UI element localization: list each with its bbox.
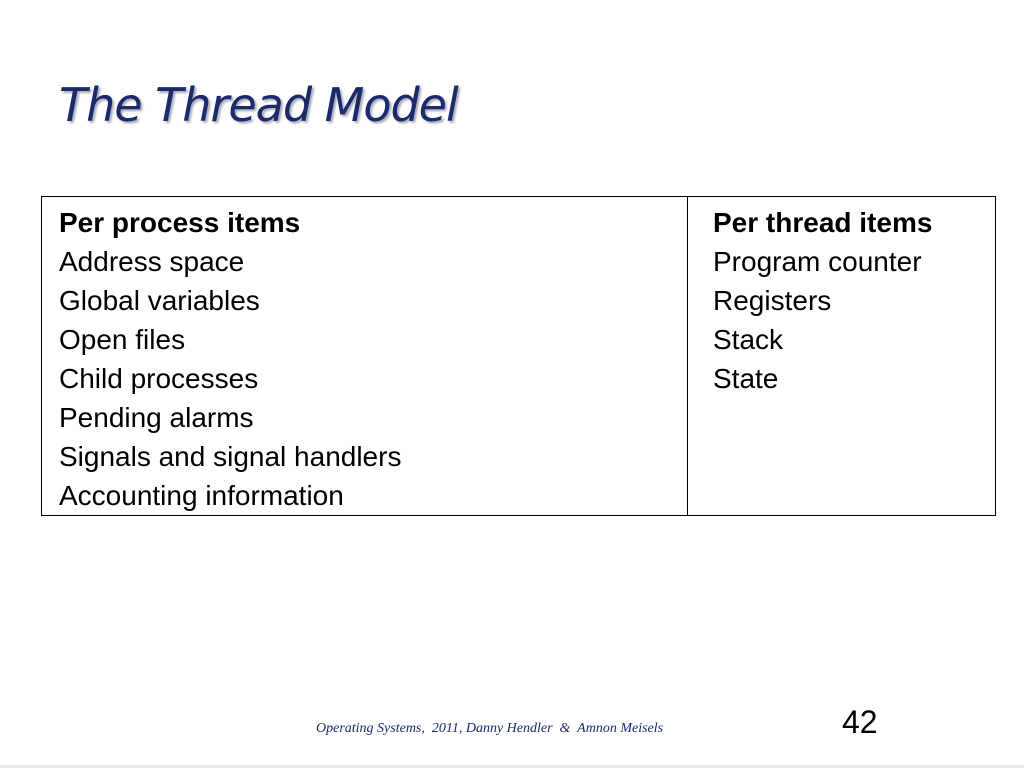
list-item: Global variables — [59, 285, 260, 316]
list-item: Address space — [59, 246, 245, 277]
per-thread-header: Per thread items — [713, 207, 933, 238]
list-item: Pending alarms — [59, 402, 254, 433]
footer-credit: Operating Systems, 2011, Danny Hendler & Amnon Meisels — [316, 721, 664, 736]
list-item: Open files — [59, 324, 186, 355]
list-item: Signals and signal handlers — [59, 441, 402, 472]
list-item: Stack — [713, 324, 784, 355]
slide-title: The Thread Model — [59, 78, 458, 132]
per-thread-column — [688, 197, 996, 516]
list-item: Registers — [713, 285, 832, 316]
table-row — [42, 197, 996, 516]
per-process-header: Per process items — [59, 207, 301, 238]
list-item: State — [713, 363, 779, 394]
list-item: Child processes — [59, 363, 259, 394]
thread-model-table — [41, 196, 996, 516]
page-number: 42 — [842, 704, 878, 740]
list-item: Program counter — [713, 246, 922, 277]
per-process-column — [42, 197, 688, 516]
list-item: Accounting information — [59, 480, 344, 511]
